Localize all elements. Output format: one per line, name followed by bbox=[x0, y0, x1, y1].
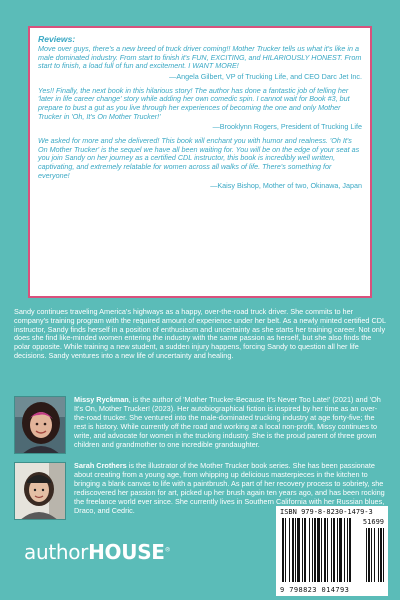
reviews-box bbox=[28, 26, 372, 298]
author-photo bbox=[14, 396, 66, 454]
ean-text: 9 798823 014793 bbox=[280, 586, 350, 594]
logo-author: author bbox=[24, 540, 89, 564]
review-text: Move over guys, there's a new breed of truck driver coming!! Mother Trucker tells us what it's like in a male dominated industry. From start to finish it's FUN, EXCITING, and HILARIOUSLY HONEST. From start to finish, a load full of fun and excitement. I WANT MORE! bbox=[38, 44, 362, 71]
review-item bbox=[38, 45, 362, 81]
review-author: —Brooklynn Rogers, President of Trucking Life bbox=[212, 122, 362, 132]
author-name: Missy Ryckman bbox=[74, 395, 129, 404]
registered-mark: ® bbox=[164, 546, 171, 554]
review-item bbox=[38, 137, 362, 190]
review-author: —Angela Gilbert, VP of Trucking Life, and CEO Darc Jet Inc. bbox=[169, 71, 362, 81]
review-author: —Kaisy Bishop, Mother of two, Okinawa, Japan bbox=[210, 181, 362, 191]
isbn-text: ISBN 979-8-8230-1479-3 bbox=[280, 508, 373, 516]
reviews-title: Reviews: bbox=[38, 34, 76, 44]
price-code: 51699 bbox=[362, 518, 384, 526]
logo-house: HOUSE bbox=[88, 540, 165, 564]
barcode-icon bbox=[276, 506, 388, 596]
illustrator-photo bbox=[14, 462, 66, 520]
book-synopsis: Sandy continues traveling America's highways as a happy, over-the-road truck driver. She commits to her company's training program with the required amount of experience under her belt. As a newly minted certified CDL instructor, Sandy finds herself in a position of enthusiasm and uncertainty as she starts her training career. Not only does she find like-minded women entering the industry with the same passion as herself, but she also finds the polar opposite. While training a new student, a sudden injury happens, forcing Sandy to question all her life decisions. Sandy ventures into a new life of uncertainty and healing. bbox=[14, 307, 386, 360]
author-bio bbox=[14, 396, 386, 456]
review-text: We asked for more and she delivered! This book will enchant you with humor and realness. 'Oh It's On Mother Trucker' is the sequel we have all been waiting for. You will be on the edge of your seat as you join Sandy on her journey as a certified CDL instructor, this book is incredibly well written, captivating, and extremely relatable for women across all walks of life. There's something for everyone! bbox=[38, 136, 360, 180]
barcode-box bbox=[276, 506, 388, 596]
publisher-logo bbox=[24, 540, 170, 564]
author-bio-text: , is the author of 'Mother Trucker-Because It's Never Too Late!' (2021) and 'Oh It's On, Mother Trucker! (2023). Her autobiographical fiction is inspired by her time as an over-the-road trucker. She ventured into the male-dominated trucking industry at age forty-five; the rest is history. While currently off the road and working at a local non-profit, Missy continues to write, and advocate for women in the trucking industry. She is the proud parent of three grown children and grandmother to one incredible grandaughter. bbox=[74, 395, 381, 449]
illustrator-name: Sarah Crothers bbox=[74, 461, 127, 470]
review-text: Yes!! Finally, the next book in this hilarious story! The author has done a fantastic job of telling her 'later in life career change' story while adding her own comedic spin. I cannot wait for Book #3, but prepare to bust a gut as you live through her experiences of becoming the one and only Mother Trucker in 'Oh, It's On Mother Trucker!' bbox=[38, 85, 350, 121]
review-item bbox=[38, 87, 362, 131]
illustrator-bio-text: is the illustrator of the Mother Trucker book series. She has been passionate about creating from a young age, from whipping up delicious masterpieces in the kitchen to bringing a blank canvas to life with a paintbrush. As part of her recovery process to sobriety, she rediscovered her passion for art, picked up her brush again ten years ago, and has been rocking the freelance world ever since. She currently lives in Southern California with her Russian blues, Draco, and Cedric. bbox=[74, 461, 385, 515]
